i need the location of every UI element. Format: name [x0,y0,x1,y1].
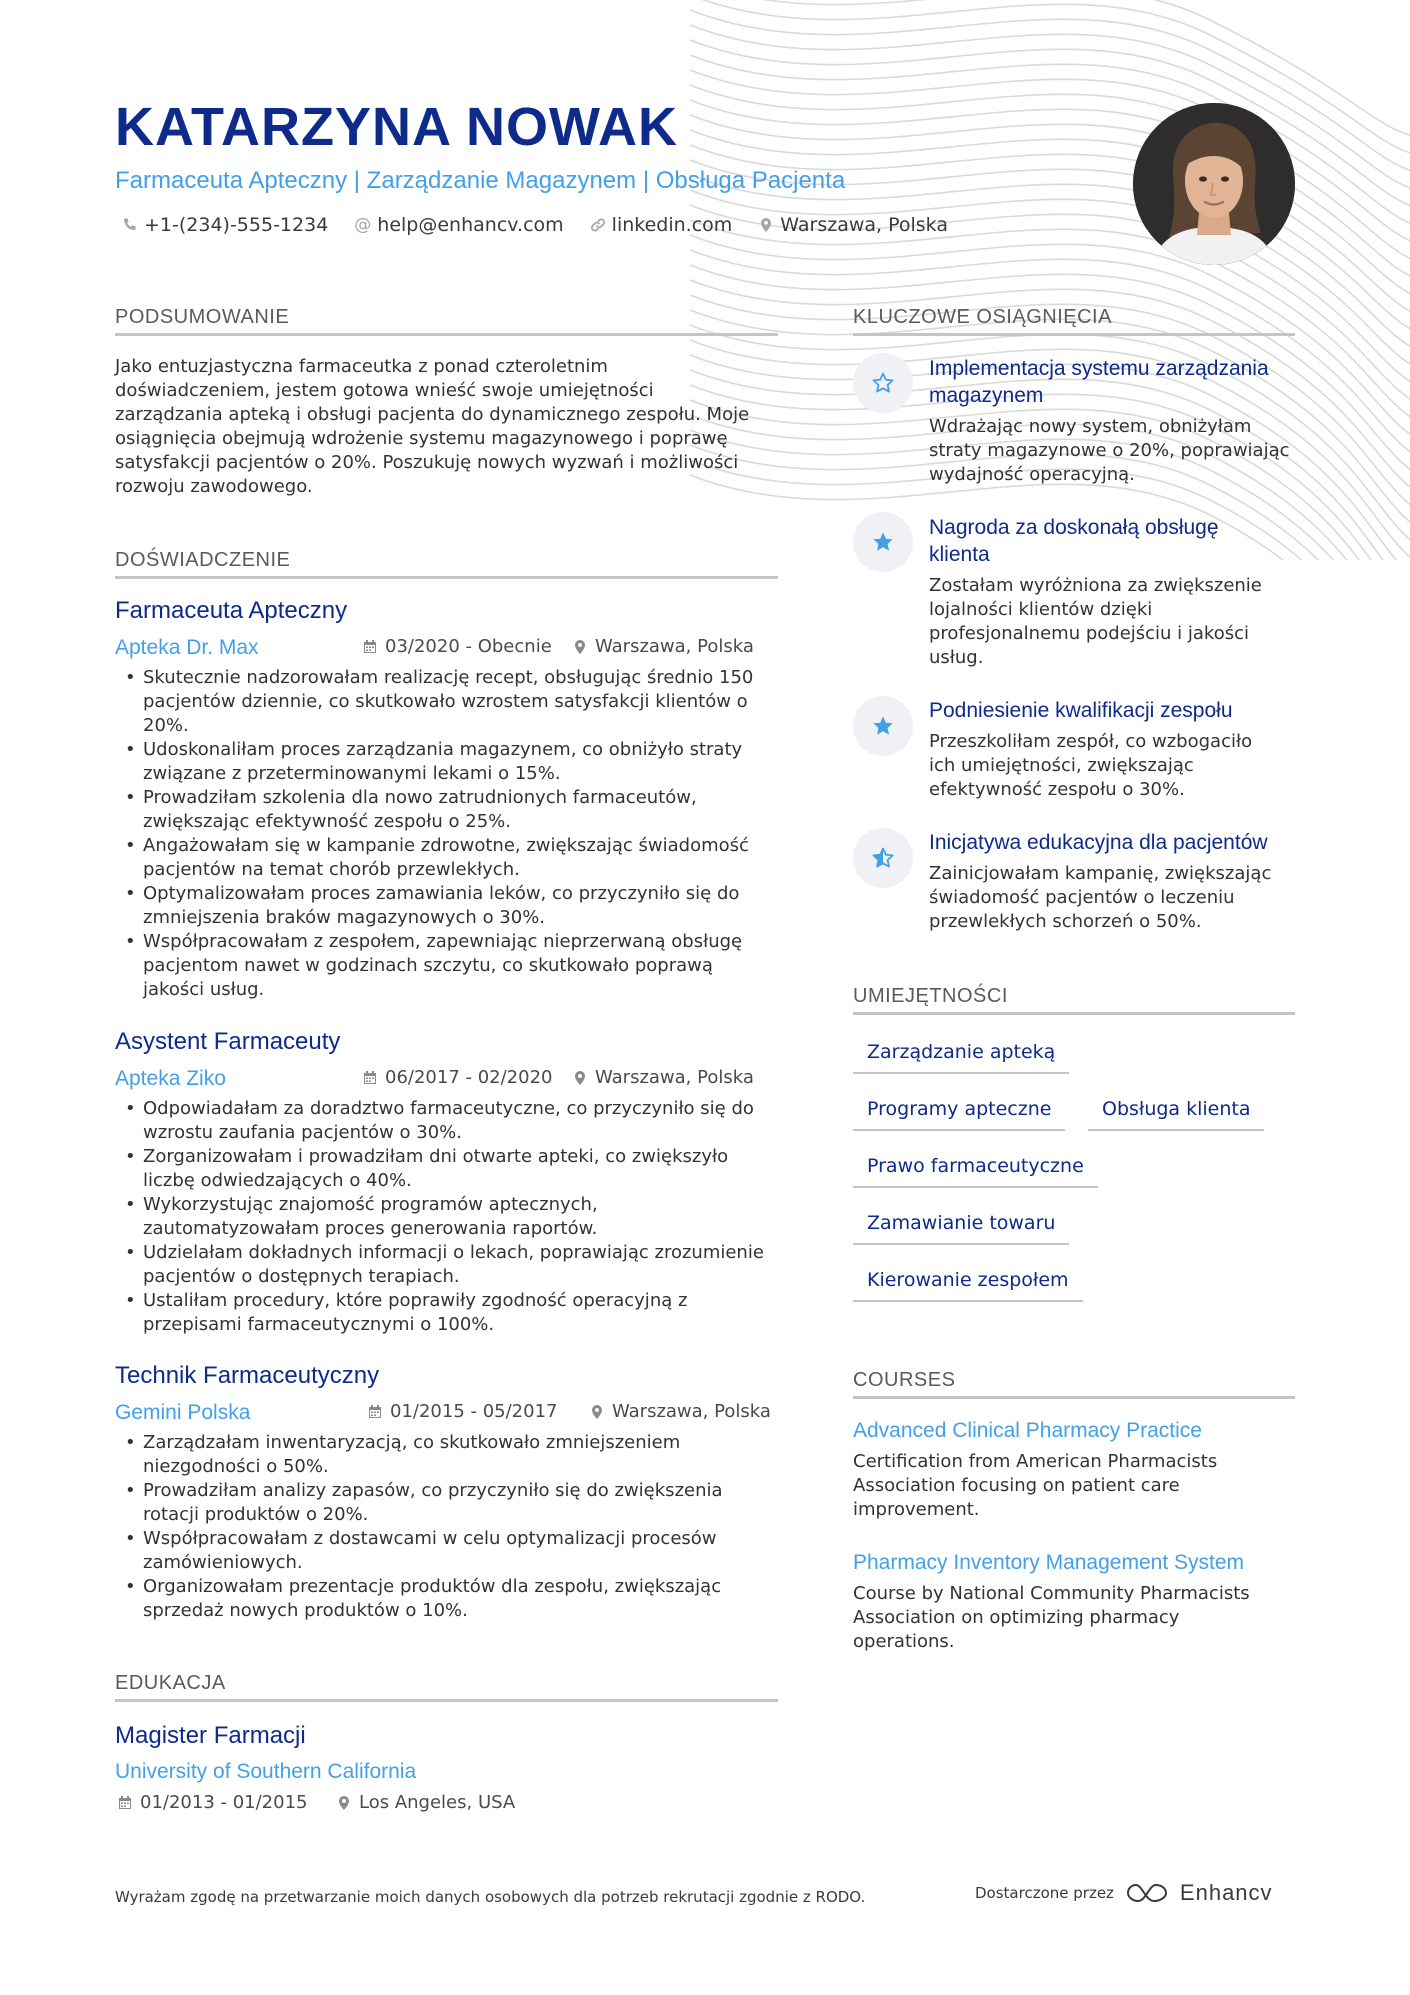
gdpr-consent: Wyrażam zgodę na przetwarzanie moich danych osobowych dla potrzeb rekrutacji zgodnie z RODO. [115,1888,866,1906]
calendar-icon [362,1070,378,1086]
link-icon [590,217,606,233]
list-item: • Współpracowałam z zespołem, zapewniając nieprzerwaną obsługę pacjentom nawet w godzinach szczytu, co skutkowało poprawą jakości usług. [115,930,778,1002]
calendar-icon [362,639,378,655]
summary-line: rozwoju zawodowego. [115,476,313,497]
list-item: • Prowadziłam szkolenia dla nowo zatrudnionych farmaceutów, zwiększając efektywność zespołu o 25%. [115,786,778,834]
profile-photo [1133,103,1295,265]
job-location-text: Warszawa, Polska [595,636,754,657]
list-item: • Udoskonaliłam proces zarządzania magazynem, co obniżyło straty związane z przeterminowanymi lekami o 15%. [115,738,778,786]
linkedin-text: linkedin.com [611,214,733,236]
job-location [589,1401,771,1422]
degree-title: Magister Farmacji [115,1722,306,1749]
achievement-icon-badge [853,512,913,572]
job-company: Gemini Polska [115,1401,251,1424]
list-item: • Angażowałam się w kampanie zdrowotne, zwiększając świadomość pacjentów na temat chorób przewlekłych. [115,834,778,882]
job-company: Apteka Dr. Max [115,636,259,659]
section-title-summary: PODSUMOWANIE [115,306,778,336]
education-location [336,1792,515,1813]
achievement-title: Nagroda za doskonałą obsługę klienta [929,516,1219,566]
star-half-icon [871,846,895,870]
star-icon [871,714,895,738]
contact-bar [122,214,948,236]
education-dates [117,1792,308,1813]
star-outline-icon [871,371,895,395]
location-pin-icon [758,217,774,233]
list-item: • Skutecznie nadzorowałam realizację recept, obsługując średnio 150 pacjentów dziennie, co skutkowało wzrostem satysfakcji klientów o 20%. [115,666,778,738]
achievement-title: Implementacja systemu zarządzania magazynem [929,357,1269,407]
skill-tag: Obsługa klienta [1088,1092,1264,1131]
job-location [572,1067,754,1088]
calendar-icon [117,1795,133,1811]
job-location-text: Warszawa, Polska [612,1401,771,1422]
summary-text [115,355,778,499]
job-title: Technik Farmaceutyczny [115,1362,380,1389]
summary-line: zarządzania apteką i obsługi pacjenta do dynamicznego zespołu. Moje [115,404,750,425]
list-item: • Zarządzałam inwentaryzacją, co skutkowało zmniejszeniem niezgodności o 50%. [115,1431,778,1479]
list-item: • Odpowiadałam za doradztwo farmaceutyczne, co przyczyniło się do wzrostu zaufania pacjentów o 30%. [115,1097,778,1145]
skill-tag: Kierowanie zespołem [853,1263,1083,1302]
course-description: Certification from American Pharmacists Association focusing on patient care improvement. [853,1451,1218,1520]
location-pin-icon [572,1070,588,1086]
job-location-text: Warszawa, Polska [595,1067,754,1088]
candidate-name: KATARZYNA NOWAK [115,97,678,157]
list-item: • Prowadziłam analizy zapasów, co przyczyniło się do zwiększenia rotacji produktów o 20%. [115,1479,778,1527]
job-bullets [115,666,778,1002]
job-dates-text: 06/2017 - 02/2020 [385,1067,553,1088]
job-dates-text: 03/2020 - Obecnie [385,636,552,657]
contact-email[interactable] [354,214,563,236]
achievement-description: Zostałam wyróżniona za zwiększenie lojalności klientów dzięki profesjonalnemu podejściu i jakości usług. [929,575,1262,668]
candidate-headline: Farmaceuta Apteczny | Zarządzanie Magazynem | Obsługa Pacjenta [115,167,846,194]
star-icon [871,530,895,554]
job-dates [362,636,552,657]
education-dates-text: 01/2013 - 01/2015 [140,1792,308,1813]
education-location-text: Los Angeles, USA [359,1792,516,1813]
location-pin-icon [336,1795,352,1811]
achievement-icon-badge [853,828,913,888]
list-item: • Organizowałam prezentacje produktów dla zespołu, zwiększając sprzedaż nowych produktów o 10%. [115,1575,778,1623]
summary-line: doświadczeniem, jestem gotowa wnieść swoje umiejętności [115,380,654,401]
enhancv-brand: Enhancv [1179,1880,1273,1905]
skill-tag: Programy apteczne [853,1092,1065,1131]
enhancv-logo-icon [1124,1881,1170,1905]
section-title-courses: COURSES [853,1369,1295,1399]
course-title: Advanced Clinical Pharmacy Practice [853,1419,1202,1442]
list-item: • Ustaliłam procedury, które poprawiły zgodność operacyjną z przepisami farmaceutycznymi o 100%. [115,1289,778,1337]
job-company: Apteka Ziko [115,1067,226,1090]
job-title: Asystent Farmaceuty [115,1028,341,1055]
list-item: • Udzielałam dokładnych informacji o lekach, poprawiając zrozumienie pacjentów o dostępnych terapiach. [115,1241,778,1289]
school-name: University of Southern California [115,1760,417,1783]
achievement-title: Podniesienie kwalifikacji zespołu [929,699,1233,722]
skill-tag: Prawo farmaceutyczne [853,1149,1098,1188]
powered-by[interactable] [975,1880,1273,1906]
job-bullets [115,1097,778,1337]
skill-tag: Zamawianie towaru [853,1206,1069,1245]
job-dates [362,1067,553,1088]
contact-linkedin[interactable] [590,214,733,236]
portrait-illustration [1133,103,1295,265]
achievement-description: Przeszkoliłam zespół, co wzbogaciło ich umiejętności, zwiększając efektywność zespołu o 30%. [929,731,1253,800]
achievement-icon-badge [853,353,913,413]
summary-line: satysfakcji pacjentów o 20%. Poszukuję nowych wyzwań i możliwości [115,452,739,473]
achievement-title: Inicjatywa edukacyjna dla pacjentów [929,831,1268,854]
calendar-icon [367,1404,383,1420]
skill-tag: Zarządzanie apteką [853,1035,1069,1074]
list-item: • Optymalizowałam proces zamawiania leków, co przyczyniło się do zmniejszenia braków magazynowych o 30%. [115,882,778,930]
contact-location [758,214,948,236]
achievement-description: Zainicjowałam kampanię, zwiększając świadomość pacjentów o leczeniu przewlekłych schorzeń o 50%. [929,863,1272,932]
contact-phone[interactable] [122,214,328,236]
section-title-achievements: KLUCZOWE OSIĄGNIĘCIA [853,306,1295,336]
job-location [572,636,754,657]
location-text: Warszawa, Polska [780,214,948,236]
list-item: • Wykorzystując znajomość programów aptecznych, zautomatyzowałam proces generowania raportów. [115,1193,778,1241]
section-title-skills: UMIEJĘTNOŚCI [853,985,1295,1015]
job-bullets [115,1431,778,1623]
list-item: • Współpracowałam z dostawcami w celu optymalizacji procesów zamówieniowych. [115,1527,778,1575]
summary-line: osiągnięcia obejmują wdrożenie systemu magazynowego i poprawę [115,428,728,449]
course-description: Course by National Community Pharmacists Association on optimizing pharmacy operations. [853,1583,1250,1652]
phone-text: +1-(234)-555-1234 [144,214,329,236]
powered-by-label: Dostarczone przez [975,1884,1114,1902]
section-title-experience: DOŚWIADCZENIE [115,549,778,579]
location-pin-icon [589,1404,605,1420]
job-title: Farmaceuta Apteczny [115,597,348,624]
achievement-icon-badge [853,696,913,756]
course-title: Pharmacy Inventory Management System [853,1551,1245,1574]
list-item: • Zorganizowałam i prowadziłam dni otwarte apteki, co zwiększyło liczbę odwiedzających o 40%. [115,1145,778,1193]
job-dates [367,1401,558,1422]
email-text: help@enhancv.com [377,214,564,236]
section-title-education: EDUKACJA [115,1672,778,1702]
job-dates-text: 01/2015 - 05/2017 [390,1401,558,1422]
location-pin-icon [572,639,588,655]
phone-icon [122,217,138,233]
summary-line: Jako entuzjastyczna farmaceutka z ponad czteroletnim [115,356,608,377]
achievement-description: Wdrażając nowy system, obniżyłam straty magazynowe o 20%, poprawiając wydajność operacyjną. [929,416,1290,485]
at-icon: @ [354,215,372,235]
